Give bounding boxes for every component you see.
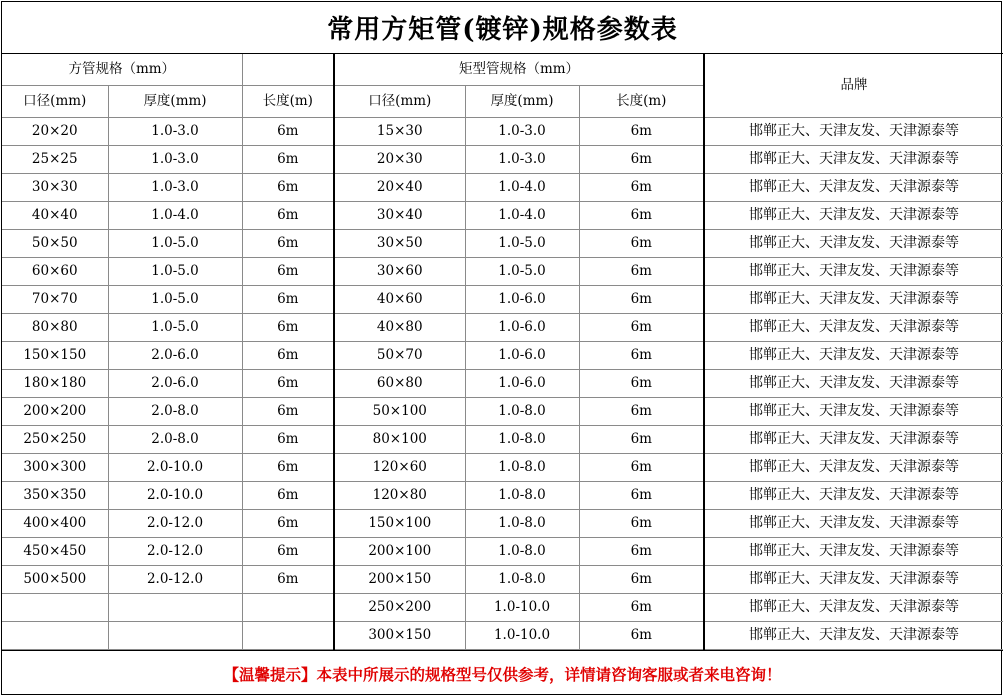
brand-cell: 邯郸正大、天津友发、天津源泰等 [704, 230, 1003, 258]
rect-length-cell: 6m [579, 510, 704, 538]
brand-cell: 邯郸正大、天津友发、天津源泰等 [704, 118, 1003, 146]
rect-length-cell: 6m [579, 622, 704, 650]
rect-length-cell: 6m [579, 538, 704, 566]
rect-thickness-cell: 1.0-10.0 [465, 594, 579, 622]
rect-length-cell: 6m [579, 174, 704, 202]
table-row [2, 426, 1003, 454]
square-size-header: 口径(mm) [2, 86, 108, 118]
square-thickness-cell: 2.0-6.0 [108, 370, 242, 398]
rect-length-cell: 6m [579, 314, 704, 342]
square-length-cell: 6m [242, 398, 334, 426]
square-size-cell: 350×350 [2, 482, 108, 510]
square-length-cell [242, 594, 334, 622]
table-row [2, 286, 1003, 314]
rect-size-cell: 20×30 [334, 146, 465, 174]
table-row [2, 314, 1003, 342]
table-row [2, 594, 1003, 622]
square-length-cell: 6m [242, 174, 334, 202]
square-size-cell: 400×400 [2, 510, 108, 538]
rect-length-cell: 6m [579, 482, 704, 510]
table-row [2, 454, 1003, 482]
rect-length-cell: 6m [579, 286, 704, 314]
square-length-cell: 6m [242, 454, 334, 482]
square-size-cell: 450×450 [2, 538, 108, 566]
square-thickness-cell: 2.0-8.0 [108, 426, 242, 454]
table-row [2, 398, 1003, 426]
rect-size-cell: 15×30 [334, 118, 465, 146]
square-size-cell: 150×150 [2, 342, 108, 370]
rect-thickness-cell: 1.0-8.0 [465, 566, 579, 594]
rect-group-header: 矩型管规格（mm） [334, 54, 704, 86]
square-size-cell: 40×40 [2, 202, 108, 230]
square-size-cell: 500×500 [2, 566, 108, 594]
rect-thickness-cell: 1.0-3.0 [465, 118, 579, 146]
brand-cell: 邯郸正大、天津友发、天津源泰等 [704, 174, 1003, 202]
rect-thickness-cell: 1.0-8.0 [465, 426, 579, 454]
footer-notice: 【温馨提示】本表中所展示的规格型号仅供参考，详情请咨询客服或者来电咨询！ [2, 650, 1003, 696]
table-row [2, 482, 1003, 510]
rect-thickness-cell: 1.0-5.0 [465, 258, 579, 286]
square-length-cell: 6m [242, 118, 334, 146]
spec-table [2, 54, 1003, 650]
square-thickness-cell: 2.0-12.0 [108, 566, 242, 594]
rect-thickness-cell: 1.0-3.0 [465, 146, 579, 174]
brand-cell: 邯郸正大、天津友发、天津源泰等 [704, 342, 1003, 370]
table-row [2, 146, 1003, 174]
rect-length-cell: 6m [579, 454, 704, 482]
table-row [2, 510, 1003, 538]
brand-cell: 邯郸正大、天津友发、天津源泰等 [704, 146, 1003, 174]
table-row [2, 566, 1003, 594]
rect-size-cell: 120×80 [334, 482, 465, 510]
brand-cell: 邯郸正大、天津友发、天津源泰等 [704, 482, 1003, 510]
brand-cell: 邯郸正大、天津友发、天津源泰等 [704, 594, 1003, 622]
square-length-cell: 6m [242, 258, 334, 286]
square-size-cell: 200×200 [2, 398, 108, 426]
brand-cell: 邯郸正大、天津友发、天津源泰等 [704, 398, 1003, 426]
square-thickness-cell: 1.0-3.0 [108, 146, 242, 174]
square-length-cell: 6m [242, 342, 334, 370]
rect-thickness-cell: 1.0-6.0 [465, 286, 579, 314]
square-length-cell [242, 622, 334, 650]
table-row [2, 174, 1003, 202]
square-size-cell: 20×20 [2, 118, 108, 146]
square-group-header: 方管规格（mm） [2, 54, 242, 86]
square-thickness-cell [108, 594, 242, 622]
square-thickness-cell: 1.0-5.0 [108, 230, 242, 258]
square-thickness-cell: 2.0-8.0 [108, 398, 242, 426]
square-thickness-cell: 1.0-3.0 [108, 174, 242, 202]
rect-size-cell: 120×60 [334, 454, 465, 482]
rect-size-cell: 150×100 [334, 510, 465, 538]
square-thickness-cell: 2.0-12.0 [108, 510, 242, 538]
page-title: 常用方矩管(镀锌)规格参数表 [2, 2, 1003, 54]
rect-length-cell: 6m [579, 594, 704, 622]
square-thickness-cell: 1.0-4.0 [108, 202, 242, 230]
table-row [2, 622, 1003, 650]
square-size-cell [2, 594, 108, 622]
rect-length-cell: 6m [579, 202, 704, 230]
square-thickness-cell: 1.0-5.0 [108, 314, 242, 342]
rect-size-cell: 250×200 [334, 594, 465, 622]
rect-length-cell: 6m [579, 258, 704, 286]
rect-thickness-cell: 1.0-8.0 [465, 398, 579, 426]
spec-sheet [1, 1, 1002, 695]
table-row [2, 370, 1003, 398]
rect-thickness-cell: 1.0-8.0 [465, 482, 579, 510]
brand-cell: 邯郸正大、天津友发、天津源泰等 [704, 314, 1003, 342]
table-row [2, 118, 1003, 146]
square-length-cell: 6m [242, 286, 334, 314]
table-row [2, 202, 1003, 230]
rect-size-cell: 300×150 [334, 622, 465, 650]
rect-size-cell: 40×80 [334, 314, 465, 342]
rect-thickness-cell: 1.0-10.0 [465, 622, 579, 650]
square-size-cell: 70×70 [2, 286, 108, 314]
brand-cell: 邯郸正大、天津友发、天津源泰等 [704, 426, 1003, 454]
rect-length-cell: 6m [579, 426, 704, 454]
rect-size-cell: 50×100 [334, 398, 465, 426]
square-thickness-cell: 2.0-10.0 [108, 482, 242, 510]
rect-thickness-cell: 1.0-6.0 [465, 370, 579, 398]
square-length-cell: 6m [242, 510, 334, 538]
rect-thickness-cell: 1.0-4.0 [465, 202, 579, 230]
rect-length-cell: 6m [579, 566, 704, 594]
square-size-cell: 25×25 [2, 146, 108, 174]
brand-cell: 邯郸正大、天津友发、天津源泰等 [704, 258, 1003, 286]
square-size-cell: 30×30 [2, 174, 108, 202]
square-size-cell: 60×60 [2, 258, 108, 286]
rect-size-cell: 200×100 [334, 538, 465, 566]
brand-cell: 邯郸正大、天津友发、天津源泰等 [704, 566, 1003, 594]
square-thickness-cell: 1.0-3.0 [108, 118, 242, 146]
square-thickness-header: 厚度(mm) [108, 86, 242, 118]
square-length-cell: 6m [242, 202, 334, 230]
table-row [2, 342, 1003, 370]
square-length-cell: 6m [242, 538, 334, 566]
table-row [2, 538, 1003, 566]
rect-size-cell: 30×50 [334, 230, 465, 258]
square-size-cell: 300×300 [2, 454, 108, 482]
rect-thickness-cell: 1.0-6.0 [465, 342, 579, 370]
rect-thickness-header: 厚度(mm) [465, 86, 579, 118]
square-length-cell: 6m [242, 482, 334, 510]
rect-length-cell: 6m [579, 230, 704, 258]
rect-size-cell: 200×150 [334, 566, 465, 594]
square-length-cell: 6m [242, 314, 334, 342]
rect-size-cell: 80×100 [334, 426, 465, 454]
brand-cell: 邯郸正大、天津友发、天津源泰等 [704, 370, 1003, 398]
square-thickness-cell: 2.0-10.0 [108, 454, 242, 482]
square-size-cell: 50×50 [2, 230, 108, 258]
square-length-cell: 6m [242, 426, 334, 454]
square-size-cell: 250×250 [2, 426, 108, 454]
rect-length-cell: 6m [579, 342, 704, 370]
brand-cell: 邯郸正大、天津友发、天津源泰等 [704, 202, 1003, 230]
rect-thickness-cell: 1.0-8.0 [465, 454, 579, 482]
square-thickness-cell: 2.0-12.0 [108, 538, 242, 566]
rect-size-cell: 20×40 [334, 174, 465, 202]
rect-length-cell: 6m [579, 118, 704, 146]
rect-size-cell: 60×80 [334, 370, 465, 398]
rect-size-cell: 50×70 [334, 342, 465, 370]
table-row [2, 258, 1003, 286]
square-length-cell: 6m [242, 566, 334, 594]
square-size-cell: 80×80 [2, 314, 108, 342]
rect-thickness-cell: 1.0-6.0 [465, 314, 579, 342]
rect-thickness-cell: 1.0-5.0 [465, 230, 579, 258]
brand-cell: 邯郸正大、天津友发、天津源泰等 [704, 510, 1003, 538]
rect-length-cell: 6m [579, 398, 704, 426]
rect-thickness-cell: 1.0-8.0 [465, 510, 579, 538]
rect-size-cell: 30×40 [334, 202, 465, 230]
square-length-cell: 6m [242, 370, 334, 398]
brand-header: 品牌 [704, 54, 1003, 118]
square-thickness-cell: 1.0-5.0 [108, 286, 242, 314]
square-thickness-cell: 1.0-5.0 [108, 258, 242, 286]
square-length-cell: 6m [242, 230, 334, 258]
rect-size-cell: 30×60 [334, 258, 465, 286]
rect-size-cell: 40×60 [334, 286, 465, 314]
rect-length-cell: 6m [579, 146, 704, 174]
brand-cell: 邯郸正大、天津友发、天津源泰等 [704, 538, 1003, 566]
square-thickness-cell [108, 622, 242, 650]
rect-length-header: 长度(m) [579, 86, 704, 118]
rect-size-header: 口径(mm) [334, 86, 465, 118]
rect-thickness-cell: 1.0-8.0 [465, 538, 579, 566]
brand-cell: 邯郸正大、天津友发、天津源泰等 [704, 622, 1003, 650]
table-row [2, 230, 1003, 258]
brand-cell: 邯郸正大、天津友发、天津源泰等 [704, 454, 1003, 482]
brand-cell: 邯郸正大、天津友发、天津源泰等 [704, 286, 1003, 314]
square-size-cell [2, 622, 108, 650]
square-length-header: 长度(m) [242, 86, 334, 118]
rect-thickness-cell: 1.0-4.0 [465, 174, 579, 202]
square-length-cell: 6m [242, 146, 334, 174]
rect-length-cell: 6m [579, 370, 704, 398]
square-size-cell: 180×180 [2, 370, 108, 398]
square-group-header-blank [242, 54, 334, 86]
square-thickness-cell: 2.0-6.0 [108, 342, 242, 370]
